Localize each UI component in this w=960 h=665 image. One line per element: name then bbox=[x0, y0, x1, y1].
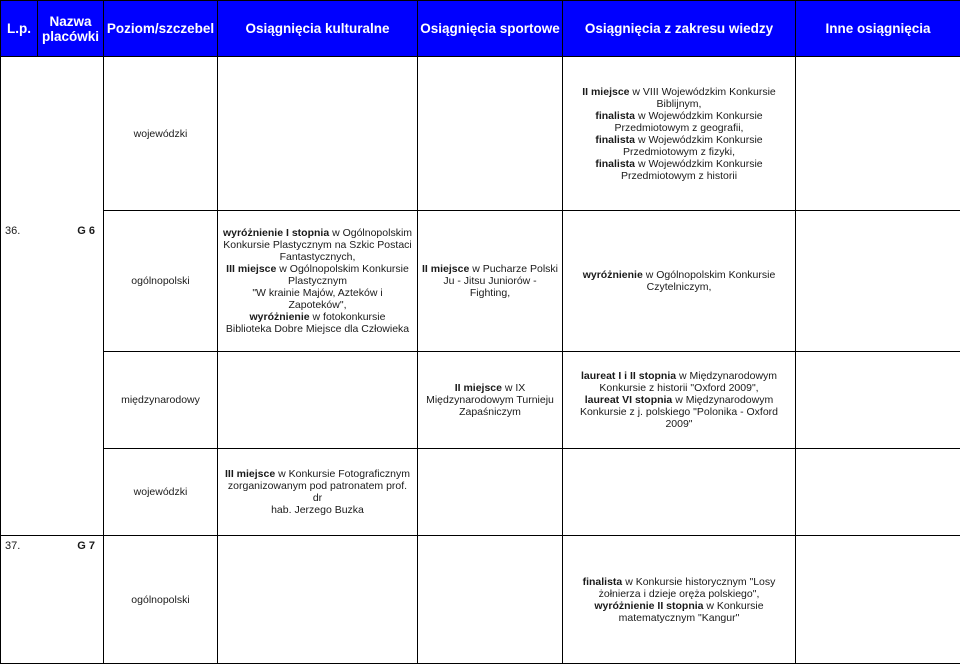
table-row bbox=[1, 352, 960, 449]
achievement-text: w Ogólnopolskim bbox=[329, 227, 413, 239]
wiedza-cell bbox=[563, 57, 796, 211]
achievement-highlight: wyróżnienie bbox=[249, 311, 310, 323]
achievement-line bbox=[567, 588, 791, 600]
inne-cell bbox=[796, 536, 960, 664]
poziom-cell: ogólnopolski bbox=[104, 536, 218, 664]
achievement-text: Czytelniczym, bbox=[646, 281, 712, 293]
achievement-text: w VIII Wojewódzkim Konkursie bbox=[629, 85, 776, 98]
achievement-line bbox=[222, 263, 413, 275]
kulturalne-cell bbox=[218, 352, 418, 449]
table-row bbox=[1, 211, 960, 352]
achievement-line bbox=[222, 323, 413, 335]
header-wiedza: Osiągnięcia z zakresu wiedzy bbox=[563, 1, 796, 57]
achievement-text: matematycznym "Kangur" bbox=[618, 611, 740, 624]
achievement-line bbox=[222, 480, 413, 504]
achievement-text: w Ogólnopolskim Konkursie bbox=[276, 263, 409, 275]
achievement-line bbox=[567, 158, 791, 170]
achievement-line bbox=[567, 281, 791, 293]
achievement-text: w Międzynarodowym bbox=[676, 370, 778, 382]
achievement-text: Konkursie z historii "Oxford 2009", bbox=[599, 382, 759, 394]
achievement-line bbox=[567, 146, 791, 158]
achievement-text: Biblioteka Dobre Miejsce dla Człowieka bbox=[225, 323, 410, 335]
achievement-text: Fantastycznych, bbox=[279, 251, 356, 263]
achievement-line bbox=[422, 382, 558, 394]
achievement-text: Przedmiotowym z geografii, bbox=[614, 121, 744, 134]
achievement-highlight: finalista bbox=[595, 133, 636, 146]
poziom-cell: ogólnopolski bbox=[104, 211, 218, 352]
table-row bbox=[1, 449, 960, 536]
achievement-text: w Ogólnopolskim Konkursie bbox=[642, 269, 776, 281]
achievement-highlight: II miejsce bbox=[454, 382, 502, 394]
placowka-name: G 7 bbox=[77, 540, 95, 552]
achievement-line bbox=[422, 263, 558, 275]
achievement-line bbox=[567, 134, 791, 146]
achievement-highlight: III miejsce bbox=[224, 468, 276, 480]
sportowe-cell bbox=[418, 57, 563, 211]
school-cell bbox=[1, 57, 104, 536]
header-kulturalne: Osiągnięcia kulturalne bbox=[218, 1, 418, 57]
poziom-cell: wojewódzki bbox=[104, 57, 218, 211]
header-inne: Inne osiągnięcia bbox=[796, 1, 960, 57]
achievement-line bbox=[567, 98, 791, 110]
sportowe-cell bbox=[418, 211, 563, 352]
achievement-line bbox=[222, 311, 413, 323]
achievement-text: żołnierza i dzieje oręża polskiego", bbox=[598, 587, 760, 600]
kulturalne-cell bbox=[218, 211, 418, 352]
achievement-line bbox=[222, 287, 413, 311]
kulturalne-cell bbox=[218, 57, 418, 211]
achievement-highlight: III miejsce bbox=[226, 263, 277, 275]
achievement-highlight: wyróżnienie bbox=[582, 269, 643, 281]
achievement-text: w Konkursie Fotograficznym bbox=[275, 468, 410, 480]
achievement-text: hab. Jerzego Buzka bbox=[271, 504, 364, 516]
inne-cell bbox=[796, 352, 960, 449]
wiedza-cell bbox=[563, 449, 796, 536]
achievement-highlight: finalista bbox=[595, 109, 636, 122]
achievement-text: w Wojewódzkim Konkursie bbox=[635, 109, 763, 122]
achievement-highlight: laureat I i II stopnia bbox=[580, 370, 677, 382]
achievement-highlight: laureat VI stopnia bbox=[584, 394, 673, 406]
achievement-line bbox=[567, 382, 791, 394]
sportowe-cell bbox=[418, 352, 563, 449]
achievement-line bbox=[567, 576, 791, 588]
achievement-line bbox=[422, 394, 558, 406]
achievement-line bbox=[567, 418, 791, 430]
achievement-line bbox=[567, 406, 791, 418]
inne-cell bbox=[796, 211, 960, 352]
lp-number: 36. bbox=[5, 225, 21, 237]
table-row bbox=[1, 57, 960, 211]
achievement-line bbox=[567, 110, 791, 122]
header-nazwa: Nazwa placówki bbox=[38, 1, 104, 57]
placowka-name: G 6 bbox=[77, 225, 95, 237]
achievement-highlight: wyróżnienie I stopnia bbox=[222, 227, 330, 239]
inne-cell bbox=[796, 449, 960, 536]
achievement-line bbox=[567, 122, 791, 134]
sportowe-cell bbox=[418, 536, 563, 664]
achievement-line bbox=[222, 227, 413, 239]
achievement-highlight: finalista bbox=[595, 157, 636, 170]
inne-cell bbox=[796, 57, 960, 211]
achievement-highlight: finalista bbox=[582, 575, 623, 588]
achievement-highlight: II miejsce bbox=[422, 263, 470, 275]
achievement-text: w fotokonkursie bbox=[309, 311, 386, 323]
achievement-text: "W krainie Majów, Azteków i Zapoteków", bbox=[252, 287, 383, 311]
achievement-line bbox=[567, 394, 791, 406]
header-row bbox=[1, 1, 960, 57]
achievement-highlight: wyróżnienie II stopnia bbox=[594, 599, 704, 612]
table-row bbox=[1, 536, 960, 664]
poziom-cell: wojewódzki bbox=[104, 449, 218, 536]
achievement-line bbox=[567, 370, 791, 382]
achievement-line bbox=[567, 600, 791, 612]
header-sportowe: Osiągnięcia sportowe bbox=[418, 1, 563, 57]
achievement-text: Zapaśniczym bbox=[459, 406, 521, 418]
achievement-text: w Konkursie historycznym "Losy bbox=[622, 575, 776, 588]
achievement-text: w Międzynarodowym bbox=[672, 394, 774, 406]
school-cell bbox=[1, 536, 104, 664]
achievement-line bbox=[422, 406, 558, 418]
achievement-line bbox=[422, 275, 558, 299]
achievement-text: Biblijnym, bbox=[656, 97, 702, 110]
kulturalne-cell bbox=[218, 536, 418, 664]
kulturalne-cell bbox=[218, 449, 418, 536]
achievement-text: zorganizowanym pod patronatem prof. dr bbox=[227, 480, 408, 504]
wiedza-cell bbox=[563, 536, 796, 664]
achievement-text: w Wojewódzkim Konkursie bbox=[635, 157, 763, 170]
wiedza-cell bbox=[563, 211, 796, 352]
achievement-line bbox=[222, 504, 413, 516]
achievement-line bbox=[222, 251, 413, 263]
achievement-line bbox=[567, 170, 791, 182]
achievement-text: w Wojewódzkim Konkursie bbox=[635, 133, 763, 146]
achievement-text: Międzynarodowym Turnieju bbox=[426, 394, 554, 406]
achievement-text: 2009" bbox=[665, 418, 693, 430]
achievement-text: Ju - Jitsu Juniorów - Fighting, bbox=[443, 275, 537, 299]
achievement-highlight: II miejsce bbox=[582, 85, 630, 98]
achievement-text: Przedmiotowym z historii bbox=[620, 169, 738, 182]
header-lp: L.p. bbox=[1, 1, 38, 57]
achievement-text: w IX bbox=[501, 382, 526, 394]
achievement-text: Konkursie z j. polskiego "Polonika - Oxford bbox=[579, 406, 779, 418]
achievement-line bbox=[567, 269, 791, 281]
sportowe-cell bbox=[418, 449, 563, 536]
achievement-line bbox=[222, 275, 413, 287]
achievement-text: w Konkursie bbox=[703, 599, 764, 612]
wiedza-cell bbox=[563, 352, 796, 449]
poziom-cell: międzynarodowy bbox=[104, 352, 218, 449]
achievement-line bbox=[567, 612, 791, 624]
achievement-line bbox=[222, 239, 413, 251]
achievement-line bbox=[222, 468, 413, 480]
achievement-text: Przedmiotowym z fizyki, bbox=[622, 145, 736, 158]
achievement-line bbox=[567, 86, 791, 98]
achievement-text: Konkursie Plastycznym na Szkic Postaci bbox=[223, 239, 412, 251]
header-poziom: Poziom/szczebel bbox=[104, 1, 218, 57]
achievement-text: w Pucharze Polski bbox=[469, 263, 558, 275]
achievement-text: Plastycznym bbox=[288, 275, 347, 287]
lp-number: 37. bbox=[5, 540, 21, 552]
